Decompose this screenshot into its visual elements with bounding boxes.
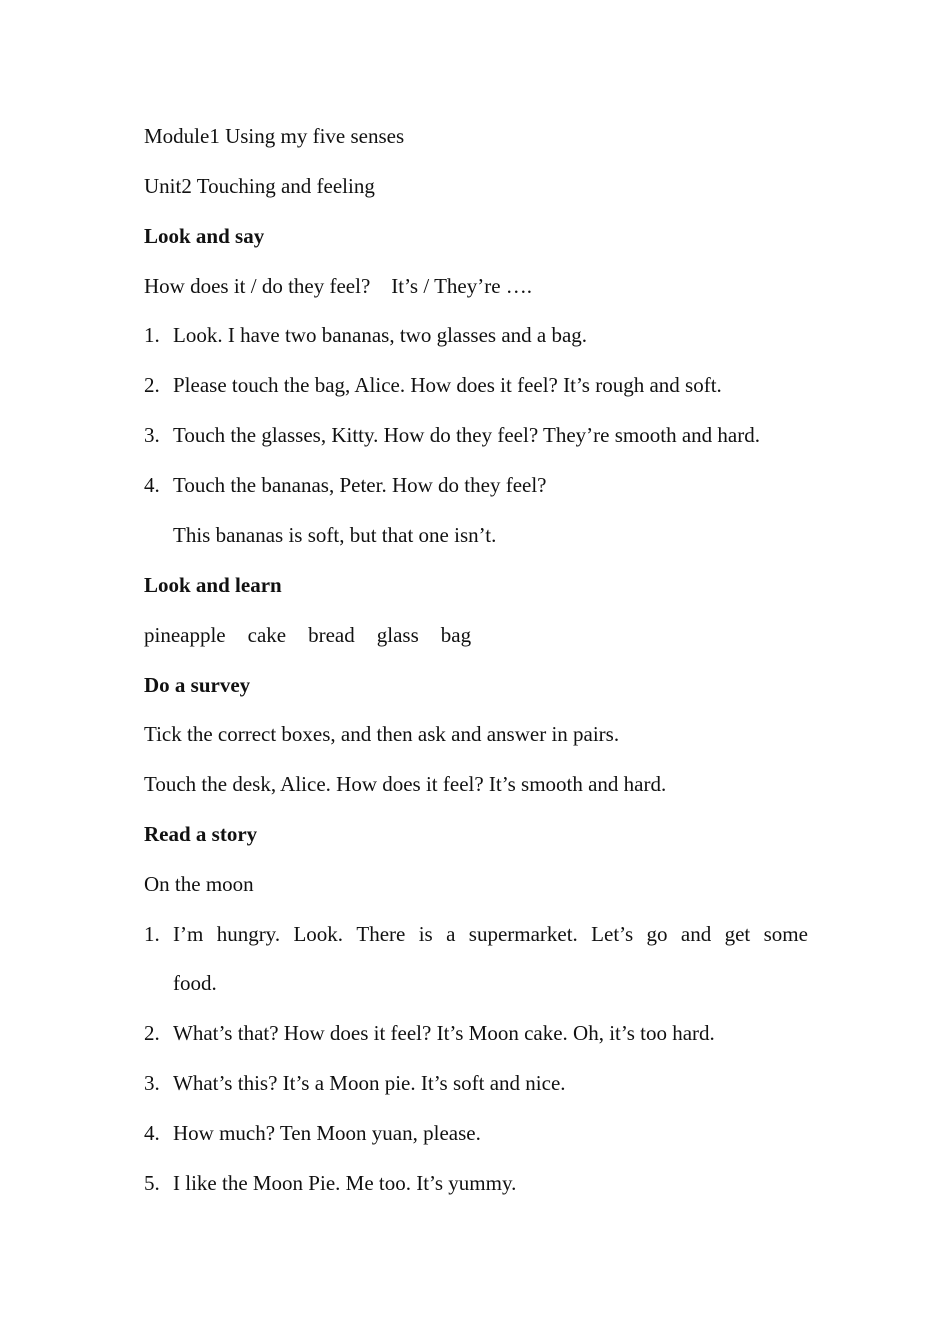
item-text: How much? Ten Moon yuan, please.	[173, 1121, 481, 1145]
item-number: 5.	[144, 1171, 160, 1195]
module-title: Module1 Using my five senses	[144, 124, 405, 148]
word: supermarket.	[468, 922, 578, 946]
list-item-continuation: This bananas is soft, but that one isn’t.	[173, 523, 497, 547]
item-text: What’s this? It’s a Moon pie. It’s soft and nice.	[173, 1071, 566, 1095]
item-number: 4.	[144, 1121, 160, 1145]
item-text: What’s that? How does it feel? It’s Moon cake. Oh, it’s too hard.	[173, 1021, 715, 1045]
word: some	[763, 922, 808, 946]
vocab-word: bag	[440, 623, 472, 647]
item-number: 1.	[144, 323, 160, 347]
word: is	[418, 922, 433, 946]
word: and	[680, 922, 712, 946]
word: Look.	[293, 922, 344, 946]
do-a-survey-heading: Do a survey	[144, 673, 251, 697]
item-text: Touch the bananas, Peter. How do they feel?	[173, 473, 547, 497]
item-number: 3.	[144, 423, 160, 447]
item-number: 2.	[144, 373, 160, 397]
sentence-pattern: How does it / do they feel? It’s / They’re ….	[144, 274, 533, 298]
word: get	[724, 922, 751, 946]
item-number: 4.	[144, 473, 160, 497]
vocab-word: bread	[308, 623, 355, 647]
vocab-word: glass	[376, 623, 419, 647]
item-number: 3.	[144, 1071, 160, 1095]
item-text: Touch the glasses, Kitty. How do they feel? They’re smooth and hard.	[173, 423, 760, 447]
item-number: 1.	[144, 922, 160, 946]
word: go	[646, 922, 668, 946]
read-a-story-heading: Read a story	[144, 822, 258, 846]
vocab-word: cake	[247, 623, 287, 647]
unit-title: Unit2 Touching and feeling	[144, 174, 375, 198]
item-text: Please touch the bag, Alice. How does it feel? It’s rough and soft.	[173, 373, 722, 397]
vocab-word: pineapple	[144, 623, 226, 647]
look-and-learn-heading: Look and learn	[144, 573, 282, 597]
item-text	[173, 921, 808, 947]
word: There	[356, 922, 406, 946]
survey-example: Touch the desk, Alice. How does it feel? It’s smooth and hard.	[144, 772, 667, 796]
survey-instruction: Tick the correct boxes, and then ask and answer in pairs.	[144, 722, 620, 746]
look-and-say-heading: Look and say	[144, 224, 265, 248]
list-item-continuation: food.	[173, 971, 217, 995]
vocabulary-words	[144, 622, 808, 648]
word: a	[446, 922, 456, 946]
item-number: 2.	[144, 1021, 160, 1045]
item-text: Look. I have two bananas, two glasses and a bag.	[173, 323, 588, 347]
word: hungry.	[216, 922, 281, 946]
story-title: On the moon	[144, 872, 254, 896]
item-text: I like the Moon Pie. Me too. It’s yummy.	[173, 1171, 517, 1195]
word: I’m	[173, 922, 204, 946]
word: Let’s	[591, 922, 634, 946]
